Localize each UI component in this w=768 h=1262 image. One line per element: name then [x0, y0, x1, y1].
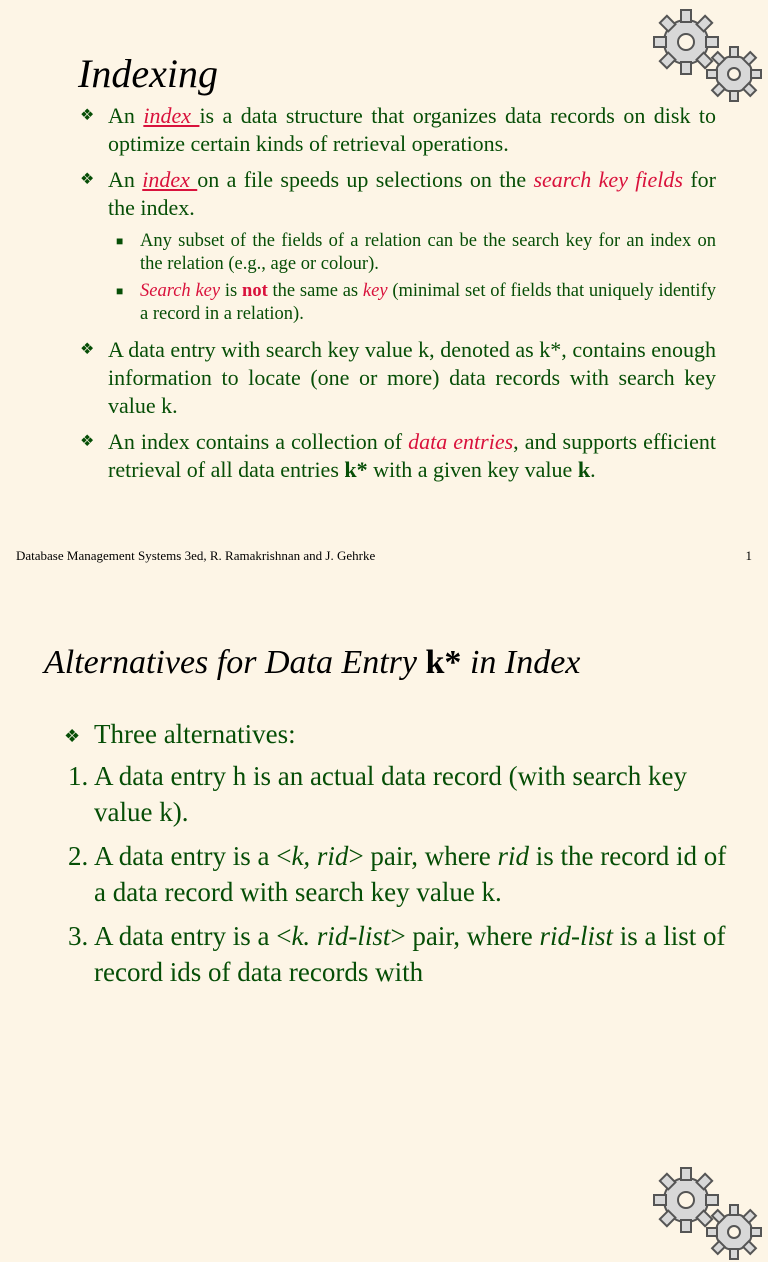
slide-1 [0, 0, 768, 580]
alternative-1: 1. A data entry h is an actual data record (with search key value k). [68, 761, 687, 827]
bullet-1: ❖ An index is a data structure that organizes data records on disk to optimize certain kinds of retrieval operations. [80, 103, 716, 156]
diamond-bullet-icon: ❖ [80, 433, 95, 450]
diamond-bullet-icon: ❖ [64, 726, 81, 746]
diamond-bullet-icon: ❖ [80, 107, 95, 124]
slide-title: Alternatives for Data Entry k* in Index [44, 644, 581, 681]
alternative-2: 2. A data entry is a <k, rid> pair, where rid is the record id of a data record with search key value k. [68, 841, 727, 907]
gears-icon [640, 8, 764, 104]
term-search-key-fields: search key fields [533, 167, 683, 192]
bullet-3: ❖ A data entry with search key value k, denoted as k*, contains enough information to locate (one or more) data records with search key value k. [80, 337, 716, 418]
square-bullet-icon: ■ [116, 234, 124, 248]
alternative-3: 3. A data entry is a <k. rid-list> pair, where rid-list is a list of record ids of data records with [68, 921, 726, 987]
bullet-three-alternatives: ❖ Three alternatives: [64, 716, 728, 752]
sub-bullet-1: ■ Any subset of the fields of a relation can be the search key for an index on the relation (e.g., age or colour). [116, 231, 716, 274]
slide-footer [16, 548, 752, 564]
slide-content [80, 102, 716, 492]
bullet-4: ❖ An index contains a collection of data entries, and supports efficient retrieval of all data entries k* with a given key value k. [80, 429, 716, 482]
diamond-bullet-icon: ❖ [80, 341, 95, 358]
slide-title: Indexing [78, 51, 218, 96]
page-number: 1 [745, 548, 752, 563]
sub-bullet-2: ■ Search key is not the same as key (minimal set of fields that uniquely identify a record in a relation). [116, 281, 716, 324]
square-bullet-icon: ■ [116, 284, 124, 298]
diamond-bullet-icon: ❖ [80, 171, 95, 188]
gears-icon [640, 1166, 764, 1262]
term-index: index [142, 167, 198, 192]
bullet-2: ❖ An index on a file speeds up selections on the search key fields for the index. [80, 167, 716, 220]
footer-citation: Database Management Systems 3ed, R. Ramakrishnan and J. Gehrke [16, 548, 376, 563]
slide-content [64, 716, 728, 998]
term-index: index [143, 103, 200, 128]
slide-2 [0, 580, 768, 1024]
